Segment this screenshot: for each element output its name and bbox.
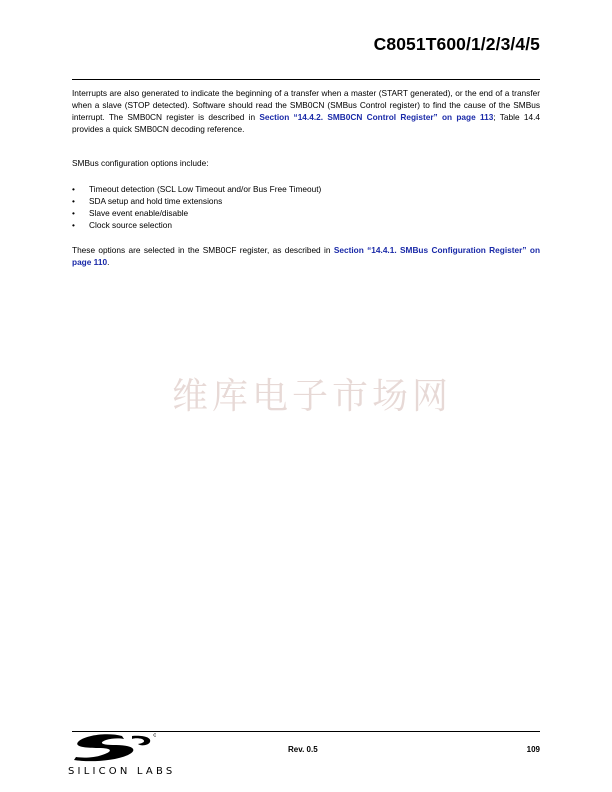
- silicon-labs-logo: [68, 733, 176, 781]
- header-divider: [72, 79, 540, 80]
- footer-divider: [72, 731, 540, 732]
- interrupt-paragraph: [72, 87, 540, 135]
- watermark-text: 维库电子市场网: [172, 376, 453, 417]
- configuration-paragraph-text-start: These options are selected in the SMB0CF register, as described in: [72, 245, 334, 255]
- revision-label: Rev. 0.5: [288, 745, 318, 754]
- configuration-paragraph: [72, 244, 540, 268]
- interrupt-paragraph-text-start: Interrupts are also generated to indicate the beginning of a transfer when a master (START generated), or the end of a transfer when a slave (STOP detected). Software should read the SMB0CN (SMBus Control register) to find the cause of the SMBus interrupt. The SMB0CN register is described in: [72, 88, 540, 122]
- bullet-icon: •: [72, 196, 75, 206]
- bullet-icon: •: [72, 220, 75, 230]
- silicon-labs-logo-icon: [72, 733, 156, 763]
- interrupt-paragraph-text-end: ; Table 14.4 provides a quick SMB0CN decoding reference.: [72, 112, 541, 134]
- options-intro: SMBus configuration options include:: [72, 158, 209, 168]
- list-item: [72, 183, 540, 195]
- bullet-icon: •: [72, 208, 75, 218]
- silicon-labs-wordmark: SILICON LABS: [68, 766, 176, 777]
- list-item-label: Clock source selection: [89, 220, 173, 230]
- list-item-label: Slave event enable/disable: [89, 208, 189, 218]
- smb0cf-section-link[interactable]: Section “14.4.1. SMBus Configuration Register” on page 110: [72, 245, 541, 267]
- list-item: [72, 195, 540, 207]
- smbus-options-list: [72, 183, 540, 231]
- list-item-label: SDA setup and hold time extensions: [89, 196, 223, 206]
- list-item: [72, 219, 540, 231]
- smb0cn-section-link[interactable]: Section “14.4.2. SMB0CN Control Register” on page 113: [259, 112, 494, 122]
- bullet-icon: •: [72, 184, 75, 194]
- list-item: [72, 207, 540, 219]
- configuration-paragraph-text-end: .: [107, 257, 110, 267]
- document-title: C8051T600/1/2/3/4/5: [373, 34, 540, 54]
- page-number: 109: [526, 745, 540, 754]
- list-item-label: Timeout detection (SCL Low Timeout and/or Bus Free Timeout): [89, 184, 322, 194]
